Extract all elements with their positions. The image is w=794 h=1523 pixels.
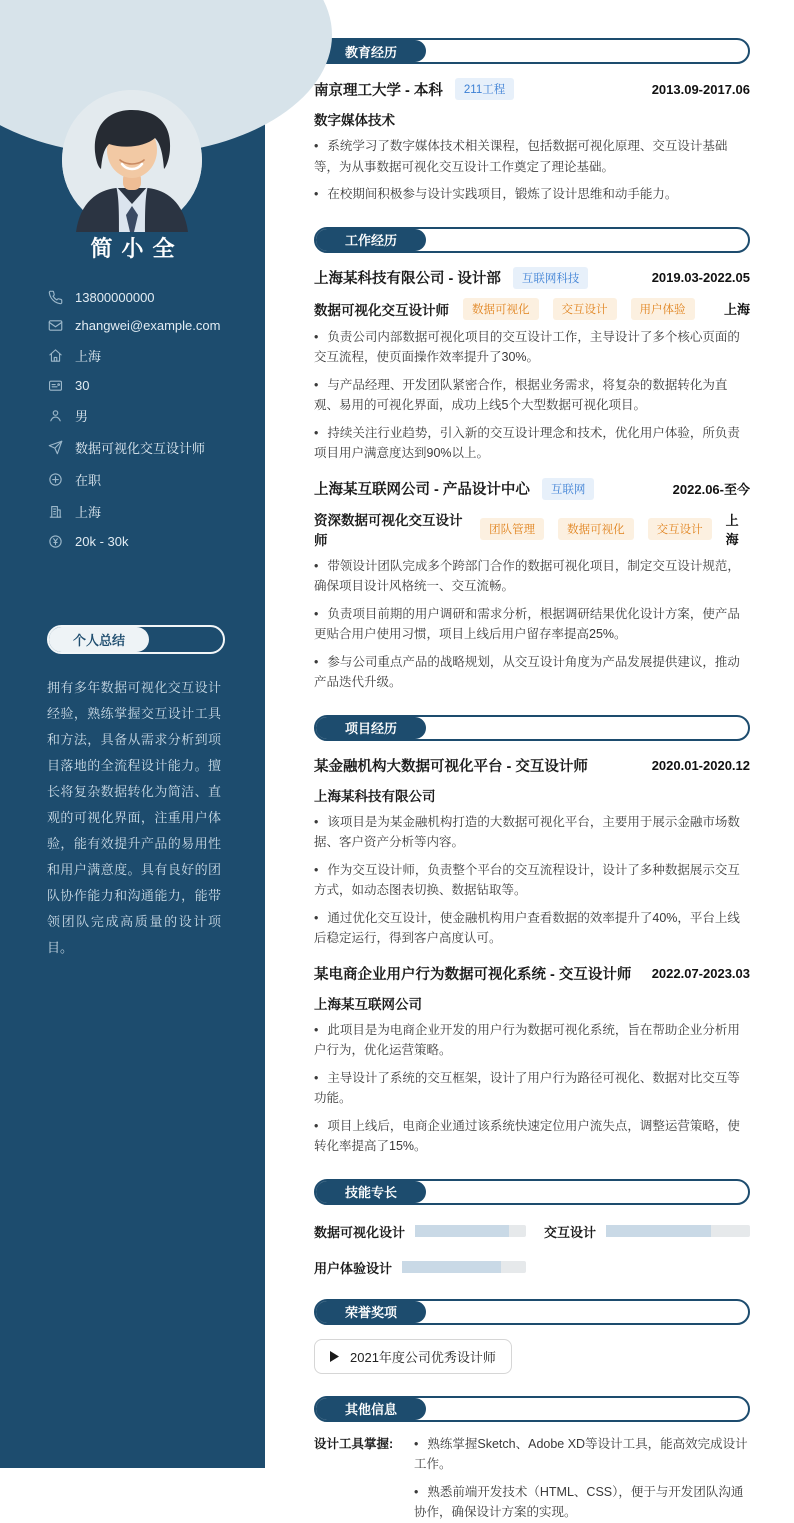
work-location: 上海 (725, 512, 739, 547)
contact-job-intention (48, 438, 221, 457)
section-header-work (314, 227, 750, 253)
bullet-item: • 持续关注行业趋势，引入新的交互设计理念和技术，优化用户体验，所负责项目用户满意度达到90%以上。 (314, 423, 750, 464)
school-name: 南京理工大学 - 本科 (314, 82, 443, 99)
bullet-item: • 该项目是为某金融机构打造的大数据可视化平台，主要用于展示金融市场数据、客户资产分析等内容。 (314, 812, 750, 853)
job-status-icon (48, 472, 63, 487)
section-title: 其他信息 (316, 1398, 426, 1420)
section-work (314, 227, 750, 693)
other-info-row (314, 1434, 750, 1523)
section-header-education (314, 38, 750, 64)
work-date: 2019.03-2022.05 (651, 270, 750, 285)
major-name: 数字媒体技术 (314, 113, 395, 128)
contact-value: 上海 (75, 349, 102, 364)
section-projects (314, 715, 750, 1157)
section-title: 项目经历 (316, 717, 426, 739)
skill-bar (606, 1225, 750, 1237)
bullet-item: • 负责公司内部数据可视化项目的交互设计工作，主导设计了多个核心页面的交互流程，使页面操作效率提升了30%。 (314, 327, 750, 368)
role-tag: 团队管理 (480, 518, 544, 540)
contact-phone (48, 290, 221, 305)
role-tag: 交互设计 (553, 298, 617, 320)
other-info-label: 设计工具掌握: (314, 1436, 394, 1451)
contact-value: 数据可视化交互设计师 (75, 441, 206, 456)
work-entry (314, 478, 750, 693)
section-header-projects (314, 715, 750, 741)
section-title: 荣誉奖项 (316, 1301, 426, 1323)
project-date: 2022.07-2023.03 (651, 965, 750, 981)
profile-photo (62, 90, 202, 230)
role-tag: 用户体验 (631, 298, 695, 320)
skill-bar (402, 1261, 526, 1273)
contact-gender (48, 406, 221, 425)
section-education (314, 38, 750, 205)
education-date: 2013.09-2017.06 (651, 81, 750, 97)
project-company: 上海某互联网公司 (314, 996, 422, 1012)
work-location: 上海 (723, 302, 750, 317)
work-date: 2022.06-至今 (672, 482, 750, 497)
bullet-item: • 此项目是为电商企业开发的用户行为数据可视化系统，旨在帮助企业分析用户行为，优化运营策略。 (314, 1020, 750, 1061)
contact-value: 13800000000 (75, 290, 155, 305)
bullet-item: • 系统学习了数字媒体技术相关课程，包括数据可视化原理、交互设计基础等，为从事数据可视化交互设计工作奠定了理论基础。 (314, 136, 750, 177)
section-title: 工作经历 (316, 229, 426, 251)
section-honors (314, 1299, 750, 1374)
sidebar-hero (0, 0, 265, 262)
industry-tag: 互联网科技 (513, 267, 589, 289)
sidebar (0, 0, 265, 1468)
bullet-item: • 在校期间积极参与设计实践项目，锻炼了设计思维和动手能力。 (314, 184, 750, 205)
bullet-item: • 带领设计团队完成多个跨部门合作的数据可视化项目，制定交互设计规范，确保项目设计风格统一、交互流畅。 (314, 556, 750, 597)
main-content (265, 0, 794, 1519)
bullet-item: • 熟悉前端开发技术（HTML、CSS），便于与开发团队沟通协作，确保设计方案的实现。 (414, 1482, 750, 1523)
section-skills (314, 1179, 750, 1277)
bullet-item: • 作为交互设计师，负责整个平台的交互流程设计，设计了多种数据展示交互方式，如动态图表切换、数据钻取等。 (314, 860, 750, 901)
home-icon (48, 348, 63, 363)
role-title: 资深数据可视化交互设计师 (314, 512, 463, 548)
mail-icon (48, 318, 63, 333)
contact-value: 男 (75, 409, 89, 424)
bullet-item: • 参与公司重点产品的战略规划，从交互设计角度为产品发展提供建议，推动产品迭代升级。 (314, 652, 750, 693)
summary-text: 拥有多年数据可视化交互设计经验，熟练掌握交互设计工具和方法，具备从需求分析到项目落地的全流程设计能力。擅长将复杂数据转化为简洁、直观的可视化界面，注重用户体验，能有效提升产品的易用性和用户满意度。具有良好的团队协作能力和沟通能力，能带领团队完成高质量的设计项目。 (47, 680, 221, 955)
work-entry (314, 267, 750, 464)
bullet-item: • 项目上线后，电商企业通过该系统快速定位用户流失点，调整运营策略，使转化率提高了15%。 (314, 1116, 750, 1157)
bullet-item: • 通过优化交互设计，使金融机构用户查看数据的效率提升了40%，平台上线后稳定运行，得到客户高度认可。 (314, 908, 750, 949)
bullet-item: • 主导设计了系统的交互框架，设计了用户行为路径可视化、数据对比交互等功能。 (314, 1068, 750, 1109)
contact-hometown (48, 346, 221, 365)
summary-section-pill (47, 625, 225, 654)
contact-list (0, 290, 265, 549)
project-entry (314, 755, 750, 949)
bullet-item: • 熟练掌握Sketch、Adobe XD等设计工具，能高效完成设计工作。 (414, 1434, 750, 1475)
company-name: 上海某互联网公司 - 产品设计中心 (314, 482, 530, 498)
skill-item (544, 1222, 750, 1241)
skill-bar (415, 1225, 526, 1237)
role-title: 数据可视化交互设计师 (314, 302, 449, 318)
salary-icon (48, 534, 63, 549)
phone-icon (48, 290, 63, 305)
company-name: 上海某科技有限公司 - 设计部 (314, 271, 501, 287)
contact-value: 在职 (75, 473, 102, 488)
skill-label: 数据可视化设计 (314, 1224, 406, 1240)
project-entry (314, 963, 750, 1157)
contact-value: 上海 (75, 505, 102, 520)
gender-icon (48, 408, 63, 423)
section-header-honors (314, 1299, 750, 1325)
skill-label: 交互设计 (544, 1224, 597, 1240)
education-entry (314, 78, 750, 205)
skills-grid (314, 1222, 750, 1277)
section-header-skills (314, 1179, 750, 1205)
contact-value: 30 (75, 378, 90, 393)
project-date: 2020.01-2020.12 (651, 757, 750, 773)
contact-job-status (48, 470, 221, 489)
bullet-item: • 与产品经理、开发团队紧密合作，根据业务需求，将复杂的数据转化为直观、易用的可视化界面，成功上线5个大型数据可视化项目。 (314, 375, 750, 416)
section-title: 技能专长 (316, 1181, 426, 1203)
industry-tag: 互联网 (542, 478, 595, 500)
award-item[interactable] (314, 1339, 512, 1374)
role-tag: 数据可视化 (463, 298, 539, 320)
section-title: 教育经历 (316, 40, 426, 62)
job-intention-icon (48, 440, 63, 455)
section-other (314, 1396, 750, 1523)
contact-value: zhangwei@example.com (75, 318, 221, 333)
contact-email (48, 318, 221, 333)
project-name: 某电商企业用户行为数据可视化系统 - 交互设计师 (314, 966, 632, 983)
role-tag: 交互设计 (648, 518, 712, 540)
candidate-name: 简小全 (90, 236, 184, 261)
skill-bar-fill (402, 1261, 501, 1273)
bullet-item: • 负责项目前期的用户调研和需求分析，根据调研结果优化设计方案，使产品更贴合用户使用习惯，项目上线后用户留存率提高25%。 (314, 604, 750, 645)
city-icon (48, 504, 63, 519)
school-tag: 211工程 (455, 78, 514, 100)
skill-bar-fill (606, 1225, 711, 1237)
contact-value: 20k - 30k (75, 534, 129, 549)
award-label: 2021年度公司优秀设计师 (350, 1349, 496, 1365)
age-icon (48, 378, 63, 393)
skill-bar-fill (415, 1225, 509, 1237)
summary-section-title: 个人总结 (49, 627, 149, 652)
contact-salary (48, 534, 221, 549)
section-header-other (314, 1396, 750, 1422)
project-company: 上海某科技有限公司 (314, 788, 436, 804)
role-tag: 数据可视化 (558, 518, 634, 540)
play-icon (330, 1351, 339, 1362)
summary-section (0, 625, 265, 961)
skill-label: 用户体验设计 (314, 1260, 393, 1276)
skill-item (314, 1222, 526, 1241)
contact-city (48, 502, 221, 521)
contact-age (48, 378, 221, 393)
project-name: 某金融机构大数据可视化平台 - 交互设计师 (314, 758, 588, 775)
skill-item (314, 1258, 526, 1277)
avatar-illustration (62, 90, 202, 230)
